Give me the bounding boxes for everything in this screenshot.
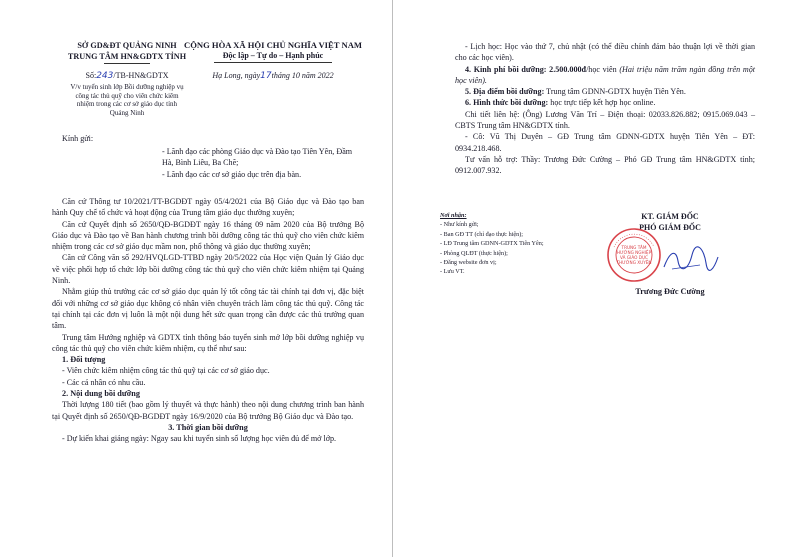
doc-number-handwritten: 243	[96, 71, 114, 81]
department-name: SỞ GD&ĐT QUẢNG NINH	[77, 41, 177, 50]
greeting-recipients	[162, 146, 362, 180]
paragraph: Căn cứ Quyết định số 2650/QĐ-BGDĐT ngày 16 tháng 09 năm 2020 của Bộ trưởng Bộ Giáo dục và Đào tạo về Ban hành chương trình bồi dưỡng công tác thủ quỹ cho viên chức kiêm nhiệm trong các cơ sở giáo dục mầm non, phổ thông và giáo dục thường xuyên;	[52, 219, 364, 252]
official-stamp-icon	[606, 227, 662, 283]
format-label: 6. Hình thức bồi dưỡng:	[465, 98, 549, 108]
header-rule	[104, 63, 150, 64]
list-item: - Dự kiến khai giảng ngày: Ngay sau khi tuyển sinh số lượng học viên đủ để mở lớp.	[62, 434, 337, 444]
paragraph: Căn cứ Thông tư 10/2021/TT-BGDĐT ngày 05/4/2021 của Bộ Giáo dục và Đào tạo ban hành Quy chế tổ chức và hoạt động của Trung tâm giáo dục thường xuyên;	[52, 197, 364, 218]
svg-text:THƯỜNG XUYÊN: THƯỜNG XUYÊN	[616, 260, 652, 265]
format-value: học trực tiếp kết hợp học online.	[550, 98, 656, 108]
doc-number-suffix: /TB-HN&GDTX	[113, 71, 169, 80]
recipient-item: - Ban GĐ TT (chỉ đạo thực hiện);	[440, 230, 524, 238]
svg-text:VÀ GIÁO DỤC: VÀ GIÁO DỤC	[620, 255, 648, 260]
contact-line: Chi tiết liên hệ: (Ông) Lương Văn Trí – Điện thoại: 02033.826.882; 0915.069.043 – CBTS Trung tâm HN&GDTX tỉnh.	[455, 109, 755, 131]
national-motto: Độc lập – Tự do – Hạnh phúc	[222, 51, 324, 60]
recipient-item: - LĐ Trung tâm GDNN-GDTX Tiên Yên;	[440, 240, 544, 248]
location-label: 5. Địa điểm bồi dưỡng:	[465, 87, 545, 97]
location-value: Trung tâm GDNN-GDTX huyện Tiên Yên.	[546, 87, 686, 97]
right-body	[455, 41, 755, 177]
recipient-item: - Đăng website đơn vị;	[440, 259, 497, 267]
recipients-title: Nơi nhận:	[440, 212, 467, 219]
section-heading: 2. Nội dung bồi dưỡng	[62, 389, 140, 399]
recipients-list	[440, 211, 610, 277]
national-header	[168, 40, 378, 81]
greeting-line: Hà, Bình Liêu, Ba Chẽ;	[162, 158, 239, 168]
signer-title: KT. GIÁM ĐỐC	[641, 212, 699, 221]
location-line	[455, 86, 755, 97]
greeting-title: Kính gửi:	[62, 134, 94, 143]
greeting-line: - Lãnh đạo các cơ sở giáo dục trên địa bàn.	[162, 169, 302, 179]
page-divider	[392, 0, 393, 557]
fee-value: 2.500.000đ	[549, 64, 587, 74]
fee-unit: /học viên	[586, 64, 617, 74]
nation-title: CỘNG HÒA XÃ HỘI CHỦ NGHĨA VIỆT NAM	[183, 40, 363, 50]
format-line	[455, 97, 755, 108]
section-heading: 3. Thời gian bồi dưỡng	[168, 422, 248, 432]
issue-date	[168, 71, 378, 81]
section-heading: 1. Đối tượng	[62, 355, 106, 365]
greeting-line: - Lãnh đạo các phòng Giáo dục và Đào tạo Tiên Yên, Đầm	[162, 147, 353, 156]
paragraph: Căn cứ Công văn số 292/HVQLGD-TTBD ngày 20/5/2022 của Học viện Quản lý Giáo dục về việc phối hợp tổ chức lớp bồi dưỡng công tác thủ quỹ cho viên chức kiêm nhiệm tại Quảng Ninh.	[52, 253, 364, 286]
handwritten-signature-icon	[660, 245, 720, 275]
paragraph: Thời lượng 180 tiết (bao gồm lý thuyết và thực hành) theo nội dung chương trình ban hành tại Quyết định số 2650/QĐ-BGDĐT ngày 16/9/2020 của Bộ trưởng Bộ Giáo dục và Đào tạo.	[52, 400, 364, 421]
body-paragraphs	[52, 196, 364, 445]
center-name: TRUNG TÂM HN&GDTX TỈNH	[67, 52, 187, 61]
fee-words: (Hai triệu năm trăm ngàn đồng trên một học viên).	[455, 64, 755, 85]
date-day-handwritten: 17	[260, 71, 272, 81]
document-subject	[52, 83, 202, 117]
subject-line: công tác thủ quỹ cho viên chức kiêm	[75, 91, 179, 100]
contact-line: - Cô: Vũ Thị Duyên – GĐ Trung tâm GDNN-GDTX huyện Tiên Yên – ĐT: 0934.218.468.	[455, 132, 755, 153]
signer-position: PHÓ GIÁM ĐỐC	[639, 223, 701, 232]
date-suffix: tháng 10 năm 2022	[271, 71, 334, 80]
doc-number-prefix: Số:	[85, 71, 97, 80]
paragraph: Trung tâm Hướng nghiệp và GDTX tỉnh thông báo tuyển sinh mở lớp bồi dưỡng nghiệp vụ công tác thủ quỹ cho viên chức kiêm nhiệm, cụ thể như sau:	[52, 332, 364, 353]
list-item: - Viên chức kiêm nhiệm công tác thủ quỹ tại các cơ sở giáo dục.	[62, 366, 270, 376]
subject-line: V/v tuyển sinh lớp Bồi dưỡng nghiệp vụ	[70, 83, 184, 91]
subject-line: nhiệm trong các cơ sở giáo dục tỉnh	[76, 100, 178, 108]
contact-line: Tư vấn hỗ trợ: Thầy: Trương Đức Cường – Phó GĐ Trung tâm HN&GDTX tỉnh; 0912.007.932.	[455, 154, 755, 176]
subject-line: Quảng Ninh	[109, 108, 145, 117]
motto-rule	[214, 62, 332, 63]
signer-name: Trương Đức Cường	[635, 287, 705, 296]
svg-text:HƯỚNG NGHIỆP: HƯỚNG NGHIỆP	[616, 250, 652, 255]
schedule-text: - Lịch học: Học vào thứ 7, chủ nhật (có thể điều chỉnh đảm bảo thuận lợi về thời gian cho các học viên).	[455, 42, 755, 63]
date-prefix: Hạ Long, ngày	[212, 71, 261, 80]
svg-text:TRUNG TÂM: TRUNG TÂM	[621, 245, 647, 250]
list-item: - Các cá nhân có nhu cầu.	[62, 377, 146, 387]
paragraph: Nhằm giúp thủ trưởng các cơ sở giáo dục quản lý tốt công tác tài chính tại đơn vị, đặc biệt đối với những cơ sở giáo dục không có nhân viên chuyên trách làm công tác thủ quỹ. Công tác tại chính tại các đơn vị luôn là một nội dung hết sức quan trọng cần được các thủ trưởng quan tâm.	[52, 287, 364, 331]
fee-label: 4. Kinh phí bồi dưỡng:	[465, 64, 547, 74]
recipient-item: - Như kính gửi;	[440, 221, 479, 229]
recipient-item: - Lưu VT.	[440, 268, 465, 276]
fee-line	[455, 64, 755, 87]
recipient-item: - Phòng QLĐT (thực hiện);	[440, 249, 508, 257]
